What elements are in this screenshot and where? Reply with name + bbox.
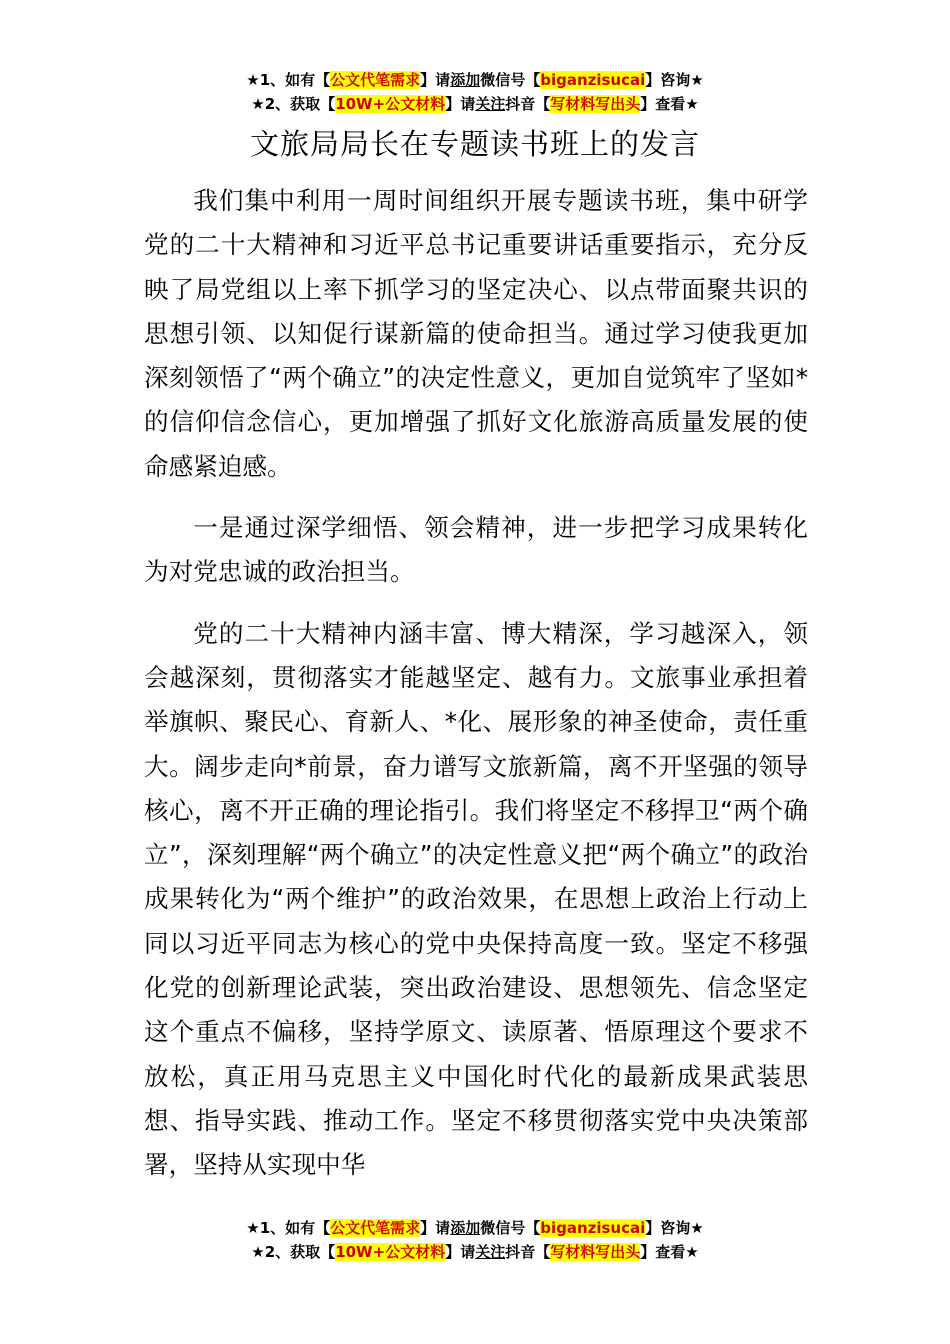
promo-highlight: 10W+公文材料: [335, 95, 446, 113]
body-paragraph-2: 一是通过深学细悟、领会精神，进一步把学习成果转化为对党忠诚的政治担当。: [144, 513, 808, 587]
promo-text: 】查看★: [640, 95, 699, 113]
promo-text: 】请: [420, 71, 451, 89]
footer-promo-banner: [0, 1216, 950, 1264]
promo-highlight: biganzisucai: [540, 1219, 646, 1237]
promo-text: 微信号【: [480, 71, 541, 89]
promo-text: 】咨询★: [645, 71, 704, 89]
promo-text: 抖音【: [505, 1243, 551, 1261]
promo-line-1: [0, 68, 950, 92]
promo-emphasis: 添加: [450, 71, 481, 89]
body-paragraph-1: 我们集中利用一周时间组织开展专题读书班，集中研学党的二十大精神和习近平总书记重要讲话重要指示，充分反映了局党组以上率下抓学习的坚定决心、以点带面聚共识的思想引领、以知促行谋新篇的使命担当。通过学习使我更加深刻领悟了“两个确立”的决定性意义，更加自觉筑牢了坚如*的信仰信念信心，更加增强了抓好文化旅游高质量发展的使命感紧迫感。: [144, 186, 808, 481]
promo-text: 】查看★: [640, 1243, 699, 1261]
promo-emphasis: 关注: [475, 1243, 506, 1261]
promo-line-1: [0, 1216, 950, 1240]
promo-highlight: biganzisucai: [540, 71, 646, 89]
document-body: [144, 179, 808, 1205]
promo-text: 】请: [445, 1243, 476, 1261]
promo-line-2: [0, 92, 950, 116]
document-title: 文旅局局长在专题读书班上的发言: [249, 127, 700, 161]
promo-text: 】咨询★: [645, 1219, 704, 1237]
promo-text: 抖音【: [505, 95, 551, 113]
promo-emphasis: 关注: [475, 95, 506, 113]
promo-text: ★1、如有【: [246, 71, 331, 89]
promo-line-2: [0, 1240, 950, 1264]
header-promo-banner: [0, 68, 950, 116]
promo-text: ★2、获取【: [251, 1243, 336, 1261]
promo-text: 】请: [420, 1219, 451, 1237]
promo-text: ★1、如有【: [246, 1219, 331, 1237]
promo-highlight: 10W+公文材料: [335, 1243, 446, 1261]
body-paragraph-3: 党的二十大精神内涵丰富、博大精深，学习越深入，领会越深刻，贯彻落实才能越坚定、越有力。文旅事业承担着举旗帜、聚民心、育新人、*化、展形象的神圣使命，责任重大。阔步走向*前景，奋力谱写文旅新篇，离不开坚强的领导核心，离不开正确的理论指引。我们将坚定不移捍卫“两个确立”，深刻理解“两个确立”的决定性意义把“两个确立”的政治成果转化为“两个维护”的政治效果，在思想上政治上行动上同以习近平同志为核心的党中央保持高度一致。坚定不移强化党的创新理论武装，突出政治建设、思想领先、信念坚定这个重点不偏移，坚持学原文、读原著、悟原理这个要求不放松，真正用马克思主义中国化时代化的最新成果武装思想、指导实践、推动工作。坚定不移贯彻落实党中央决策部署，坚持从实现中华: [144, 618, 808, 1180]
promo-text: 微信号【: [480, 1219, 541, 1237]
promo-highlight: 公文代笔需求: [330, 71, 421, 89]
promo-text: ★2、获取【: [251, 95, 336, 113]
promo-highlight: 写材料写出头: [550, 95, 641, 113]
promo-emphasis: 添加: [450, 1219, 481, 1237]
promo-highlight: 写材料写出头: [550, 1243, 641, 1261]
promo-text: 】请: [445, 95, 476, 113]
promo-highlight: 公文代笔需求: [330, 1219, 421, 1237]
